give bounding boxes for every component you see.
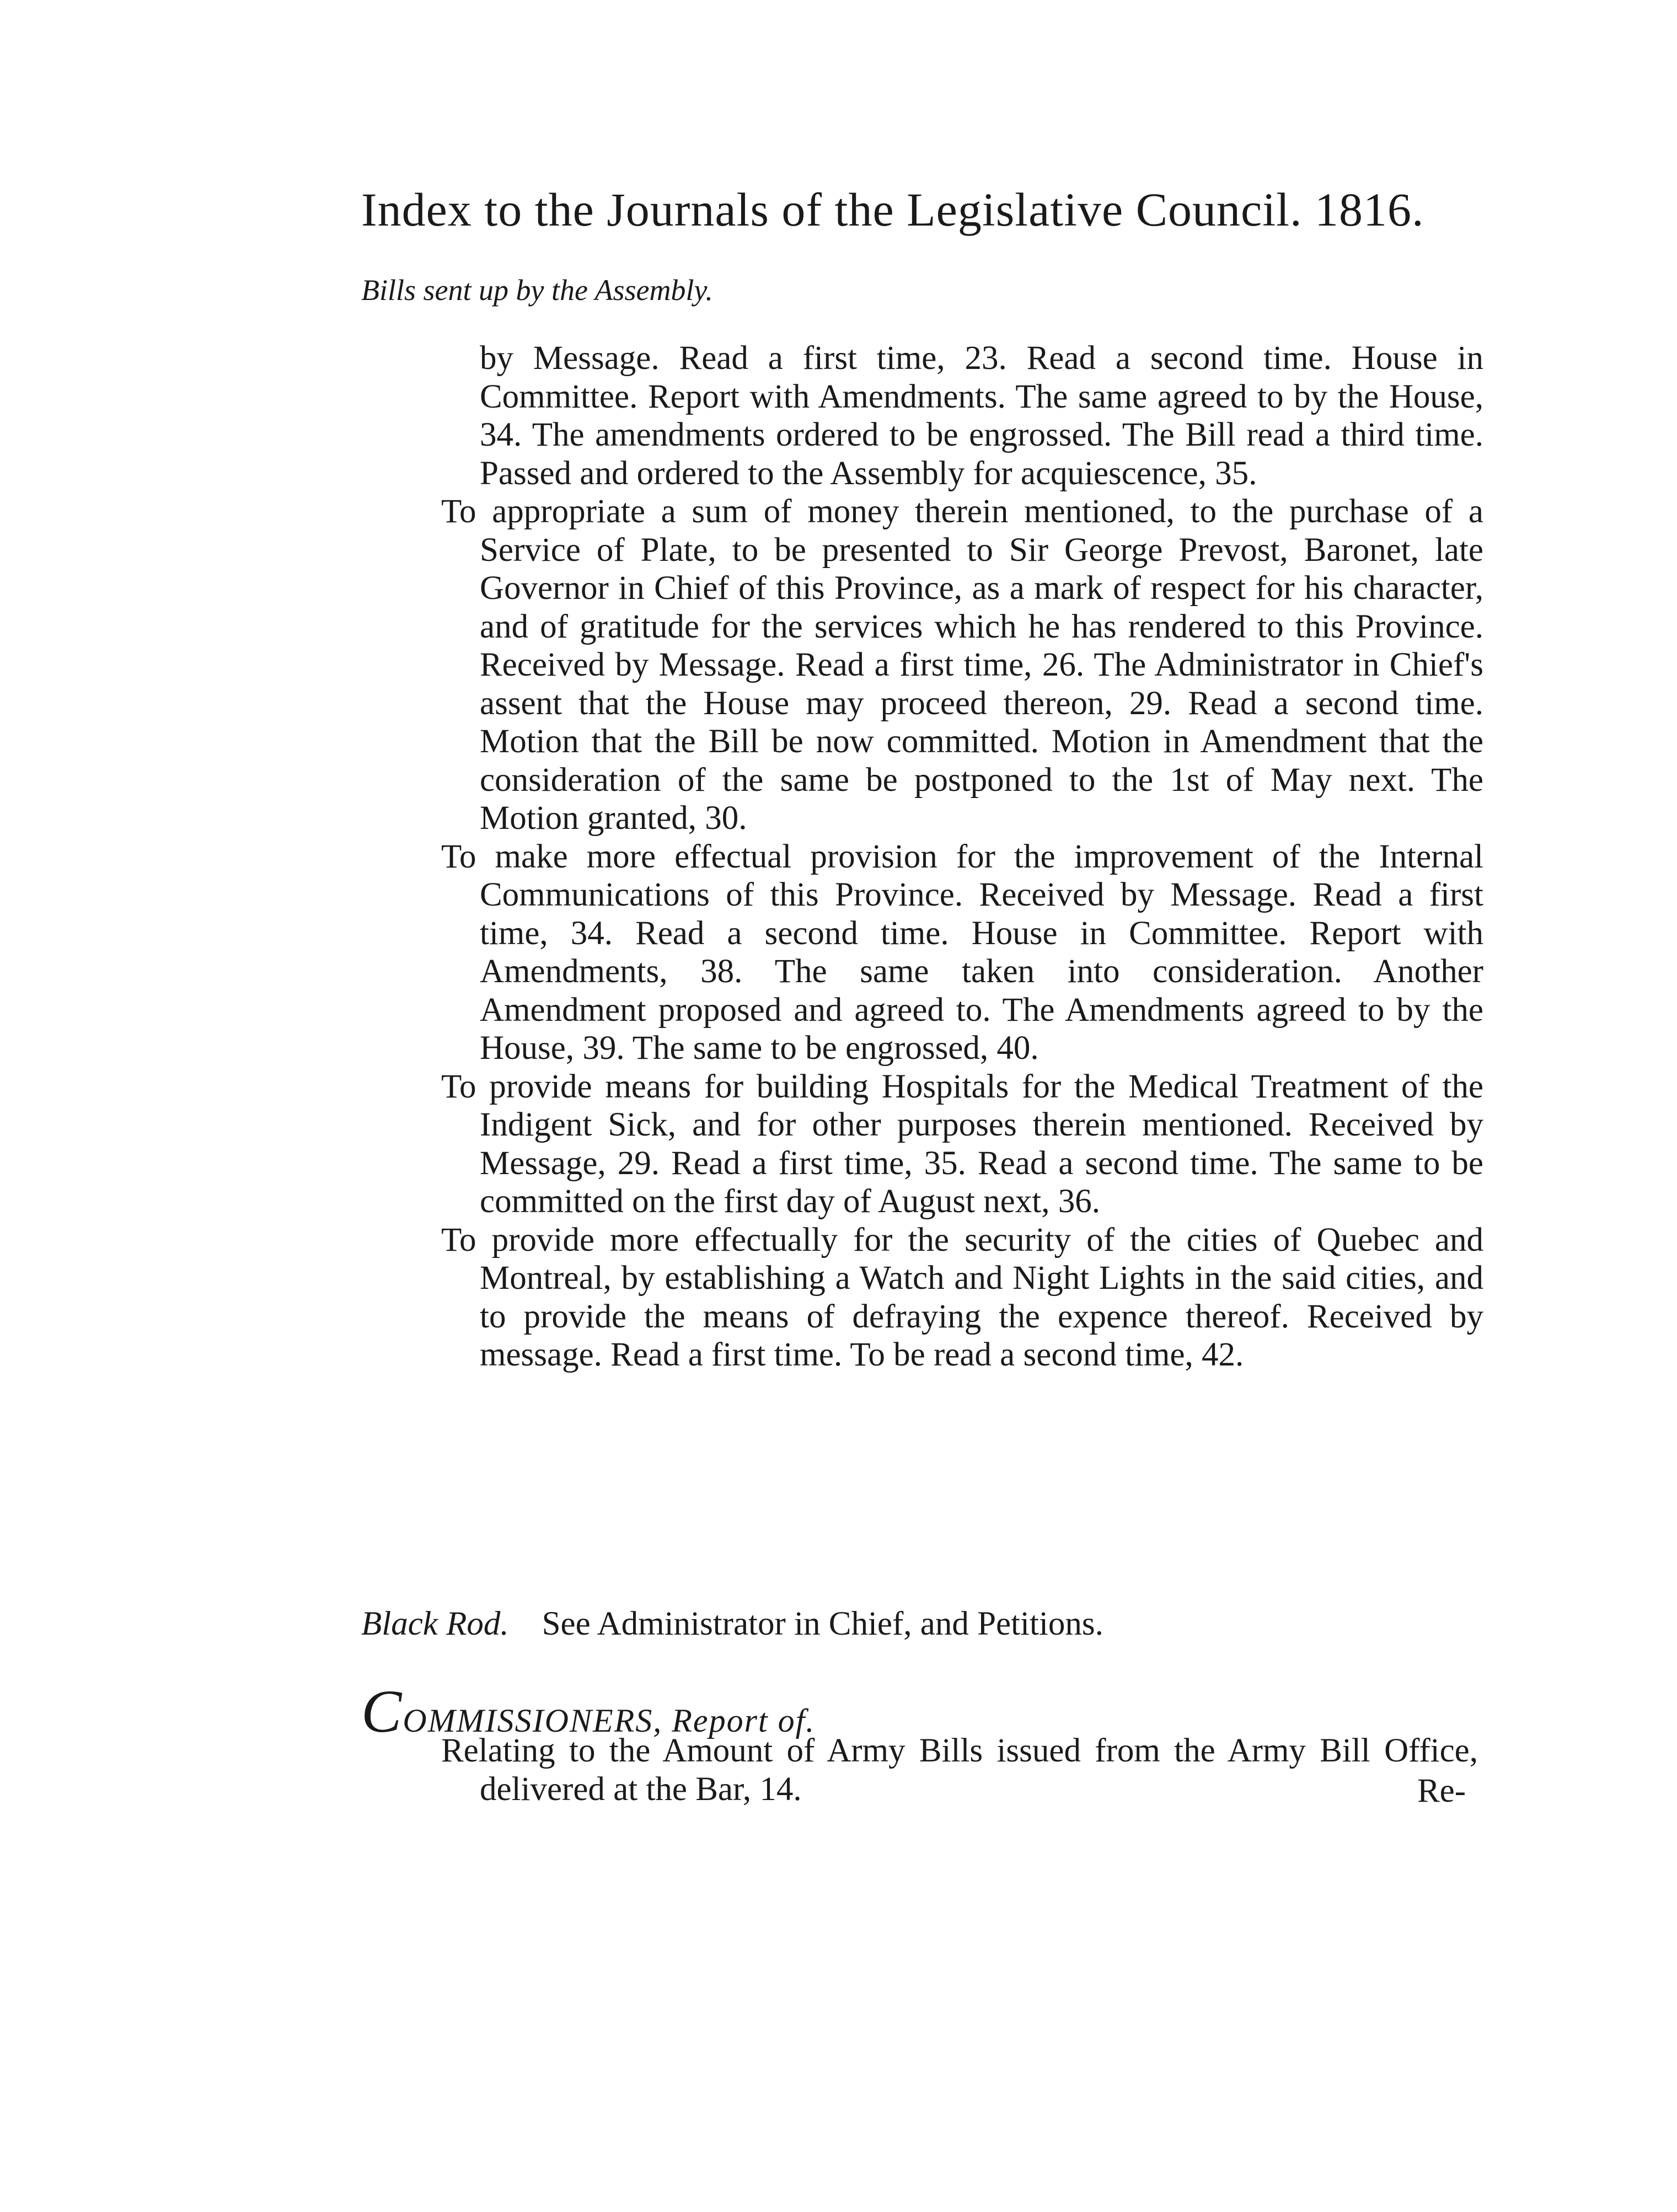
section-heading-bills: Bills sent up by the Assembly.	[361, 274, 713, 307]
bill-entry-plate: To appropriate a sum of money therein mentioned, to the purchase of a Service of Plate, to be presented to Sir George Prevost, Baronet, late Governor in Chief of this Province, as a mark of respect for his character, and of gratitude for the services which he has rendered to this Province. Received by Message. Read a first time, 26. The Administrator in Chief's assent that the House may proceed thereon, 29. Read a second time. Motion that the Bill be now committed. Motion in Amendment that the consideration of the same be postponed to the 1st of May next. The Motion granted, 30.	[441, 493, 1483, 837]
commissioners-entries	[441, 1732, 1478, 1809]
black-rod-reference	[361, 1605, 1486, 1643]
black-rod-text: See Administrator in Chief, and Petitions.	[542, 1605, 1103, 1642]
heading-rest: OMMISSIONERS,	[403, 1702, 663, 1739]
bill-entry-watch: To provide more effectually for the security of the cities of Quebec and Montreal, by establishing a Watch and Night Lights in the said cities, and to provide the means of defraying the expence thereof. Received by message. Read a first time. To be read a second time, 42.	[441, 1221, 1483, 1373]
bills-entries	[441, 339, 1483, 1374]
continued-entry: by Message. Read a first time, 23. Read a second time. House in Committee. Report with Amendments. The same agreed to by the House, 34. The amendments ordered to be engrossed. The Bill read a third time. Passed and ordered to the Assembly for acquiescence, 35.	[480, 340, 1483, 492]
page-title: Index to the Journals of the Legislative Council. 1816.	[361, 183, 1424, 236]
commissioners-entry: Relating to the Amount of Army Bills issued from the Army Bill Office, delivered at the Bar, 14.	[441, 1732, 1478, 1808]
bill-entry-communications: To make more effectual provision for the improvement of the Internal Communications of this Province. Received by Message. Read a first time, 34. Read a second time. House in Committee. Report with Amendments, 38. The same taken into consideration. Another Amendment proposed and agreed to. The Amendments agreed to by the House, 39. The same to be engrossed, 40.	[441, 838, 1483, 1067]
heading-sub: Report of.	[672, 1702, 816, 1739]
catchword: Re-	[1417, 1772, 1466, 1809]
heading-initial: C	[361, 1678, 403, 1745]
black-rod-label: Black Rod.	[361, 1605, 509, 1642]
bill-entry-hospitals: To provide means for building Hospitals for the Medical Treatment of the Indigent Sick, and for other purposes therein mentioned. Received by Message, 29. Read a first time, 35. Read a second time. The same to be committed on the first day of August next, 36.	[441, 1068, 1483, 1220]
